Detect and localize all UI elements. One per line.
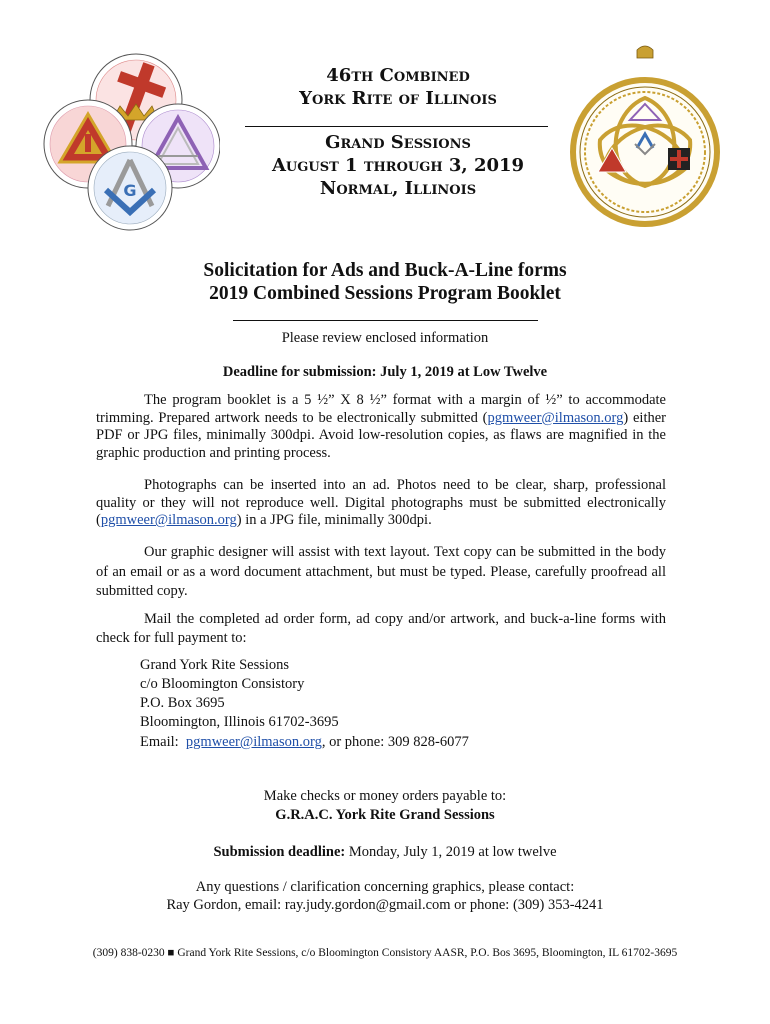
phone-text: , or phone: 309 828-6077 bbox=[321, 734, 469, 750]
paragraph-photos-text-b: ) in a JPG file, minimally 300dpi. bbox=[236, 512, 432, 528]
paragraph-format-text-b: ) either PDF or JPG files, minimally 300dpi. Avoid low-resolution copies, as flaws are magnified in the graphic production and printing process. bbox=[96, 409, 667, 461]
paragraph-layout-text: Our graphic designer will assist with text layout. Text copy can be submitted in the body of an email or as a word document attachment, but must be typed. Please, carefully proofread all submitted copy. bbox=[96, 544, 666, 599]
paragraph-mail-text: Mail the completed ad order form, ad copy and/or artwork, and buck-a-line forms with check for full payment to: bbox=[96, 611, 666, 646]
submission-deadline bbox=[0, 843, 770, 862]
header-line-4: August 1 through 3, 2019 bbox=[271, 155, 525, 176]
paragraph-photos-text-a: Photographs can be inserted into an ad. Photos need to be clear, sharp, professional quality or they will not reproduce well. Digital photographs must be submitted electronically ( bbox=[96, 477, 666, 528]
header-line-1: 46th Combined bbox=[326, 65, 470, 86]
address-line-4: Bloomington, Illinois 61702-3695 bbox=[140, 714, 339, 730]
york-rite-emblems-left bbox=[40, 48, 220, 234]
square-compass-emblem bbox=[88, 146, 172, 230]
header-divider bbox=[245, 126, 548, 127]
paragraph-photos bbox=[96, 477, 666, 530]
submission-text: Monday, July 1, 2019 at low twelve bbox=[345, 844, 557, 860]
email-link[interactable]: pgmweer@ilmason.org bbox=[185, 734, 322, 750]
payable-line-1: Make checks or money orders payable to: bbox=[263, 788, 507, 804]
address-line-3: P.O. Box 3695 bbox=[140, 695, 225, 711]
paragraph-format-text-a: The program booklet is a 5 ½” X 8 ½” format with a margin of ½” to accommodate trimming. Prepared artwork needs to be electronically submitted ( bbox=[96, 392, 666, 426]
header-line-5: Normal, Illinois bbox=[319, 178, 477, 199]
submission-label: Submission deadline: bbox=[213, 844, 346, 860]
questions-line-2: Ray Gordon, email: ray.judy.gordon@gmail.com or phone: (309) 353-4241 bbox=[166, 897, 604, 913]
payable-line-2: G.R.A.C. York Rite Grand Sessions bbox=[275, 807, 495, 823]
title-divider bbox=[233, 320, 538, 321]
page-title-line-1: Solicitation for Ads and Buck-A-Line forms bbox=[203, 260, 567, 281]
address-email-line bbox=[140, 733, 469, 753]
email-link[interactable]: pgmweer@ilmason.org bbox=[487, 409, 624, 426]
footer: (309) 838-0230 ■ Grand York Rite Sessions, c/o Bloomington Consistory AASR, P.O. Bos 3695, Bloomington, IL 61702-3695 bbox=[92, 947, 678, 959]
paragraph-format bbox=[96, 392, 666, 462]
email-label: Email: bbox=[140, 734, 179, 750]
address-line-2: c/o Bloomington Consistory bbox=[140, 676, 305, 692]
paragraph-layout bbox=[96, 543, 666, 602]
trinity-knot-emblem bbox=[570, 40, 720, 230]
page-title-line-2: 2019 Combined Sessions Program Booklet bbox=[209, 283, 561, 304]
questions-line-1: Any questions / clarification concerning graphics, please contact: bbox=[195, 879, 575, 895]
header-line-3: Grand Sessions bbox=[325, 132, 471, 153]
deadline-line: Deadline for submission: July 1, 2019 at Low Twelve bbox=[222, 364, 548, 380]
svg-text:G: G bbox=[123, 181, 137, 200]
email-link[interactable]: pgmweer@ilmason.org bbox=[100, 512, 237, 528]
review-note: Please review enclosed information bbox=[281, 330, 489, 346]
address-line-1: Grand York Rite Sessions bbox=[140, 657, 290, 673]
header-line-2: York Rite of Illinois bbox=[299, 88, 497, 109]
paragraph-mail bbox=[96, 610, 666, 648]
